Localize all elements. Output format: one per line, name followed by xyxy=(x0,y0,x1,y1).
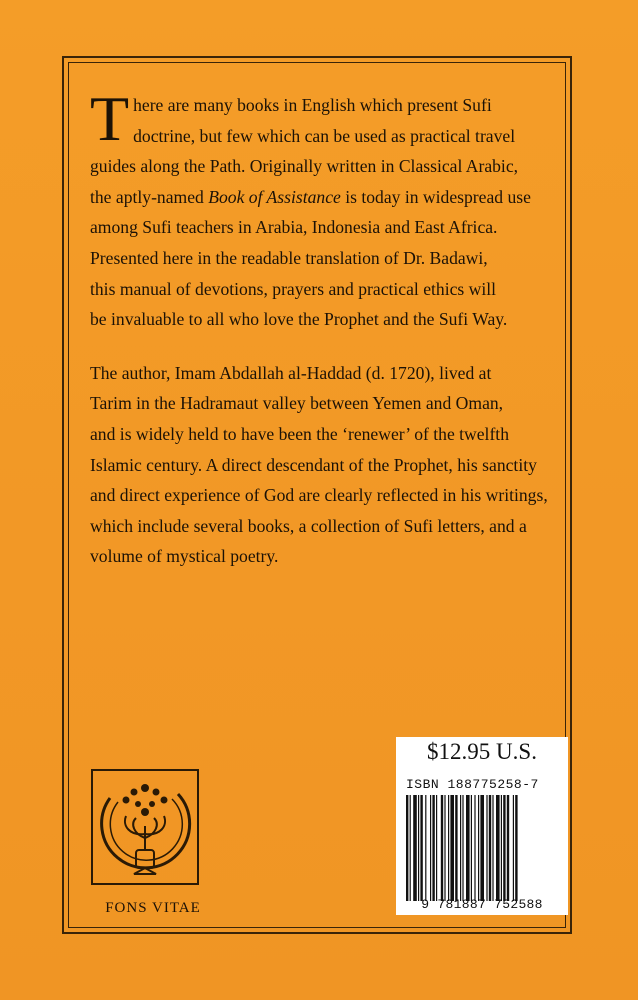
blurb-line: Islamic century. A direct descendant of the Prophet, his sanctity xyxy=(90,454,537,475)
publisher-name: FONS VITAE xyxy=(105,900,201,916)
blurb-line: here are many books in English which present Sufi xyxy=(133,95,492,115)
price-label: $12.95 U.S. xyxy=(427,739,537,764)
blurb-line: which include several books, a collection of Sufi letters, and a xyxy=(90,515,527,536)
blurb-line: volume of mystical poetry. xyxy=(90,546,279,567)
barcode-icon xyxy=(404,795,562,901)
blurb-paragraph-1 xyxy=(90,83,550,335)
price-barcode-label xyxy=(396,737,568,915)
drop-cap: T xyxy=(90,83,130,154)
blurb-line: Presented here in the readable translation of Dr. Badawi, xyxy=(90,247,488,268)
blurb-line: doctrine, but few which can be used as practical travel xyxy=(133,125,516,146)
book-title: Book of Assistance xyxy=(208,186,341,207)
blurb-paragraph-2 xyxy=(90,358,550,572)
back-cover-blurb xyxy=(90,83,550,572)
blurb-line: be invaluable to all who love the Prophet and the Sufi Way. xyxy=(90,309,508,330)
isbn-label: ISBN 188775258-7 xyxy=(406,777,539,792)
blurb-line-with-title: the aptly-named Book of Assistance is today in widespread use xyxy=(90,186,531,207)
blurb-line: and is widely held to have been the ‘renewer’ of the twelfth xyxy=(90,423,509,444)
blurb-line: among Sufi teachers in Arabia, Indonesia and East Africa. xyxy=(90,217,498,238)
blurb-line: guides along the Path. Originally written in Classical Arabic, xyxy=(90,156,519,177)
publisher-logo-icon xyxy=(90,768,200,886)
blurb-line: and direct experience of God are clearly reflected in his writings, xyxy=(90,485,548,506)
blurb-line: Tarim in the Hadramaut valley between Yemen and Oman, xyxy=(90,393,504,414)
blurb-line: this manual of devotions, prayers and practical ethics will xyxy=(90,278,497,299)
barcode-digits: 9 781887 752588 xyxy=(421,897,543,912)
blurb-line: The author, Imam Abdallah al-Haddad (d. 1720), lived at xyxy=(90,362,492,383)
